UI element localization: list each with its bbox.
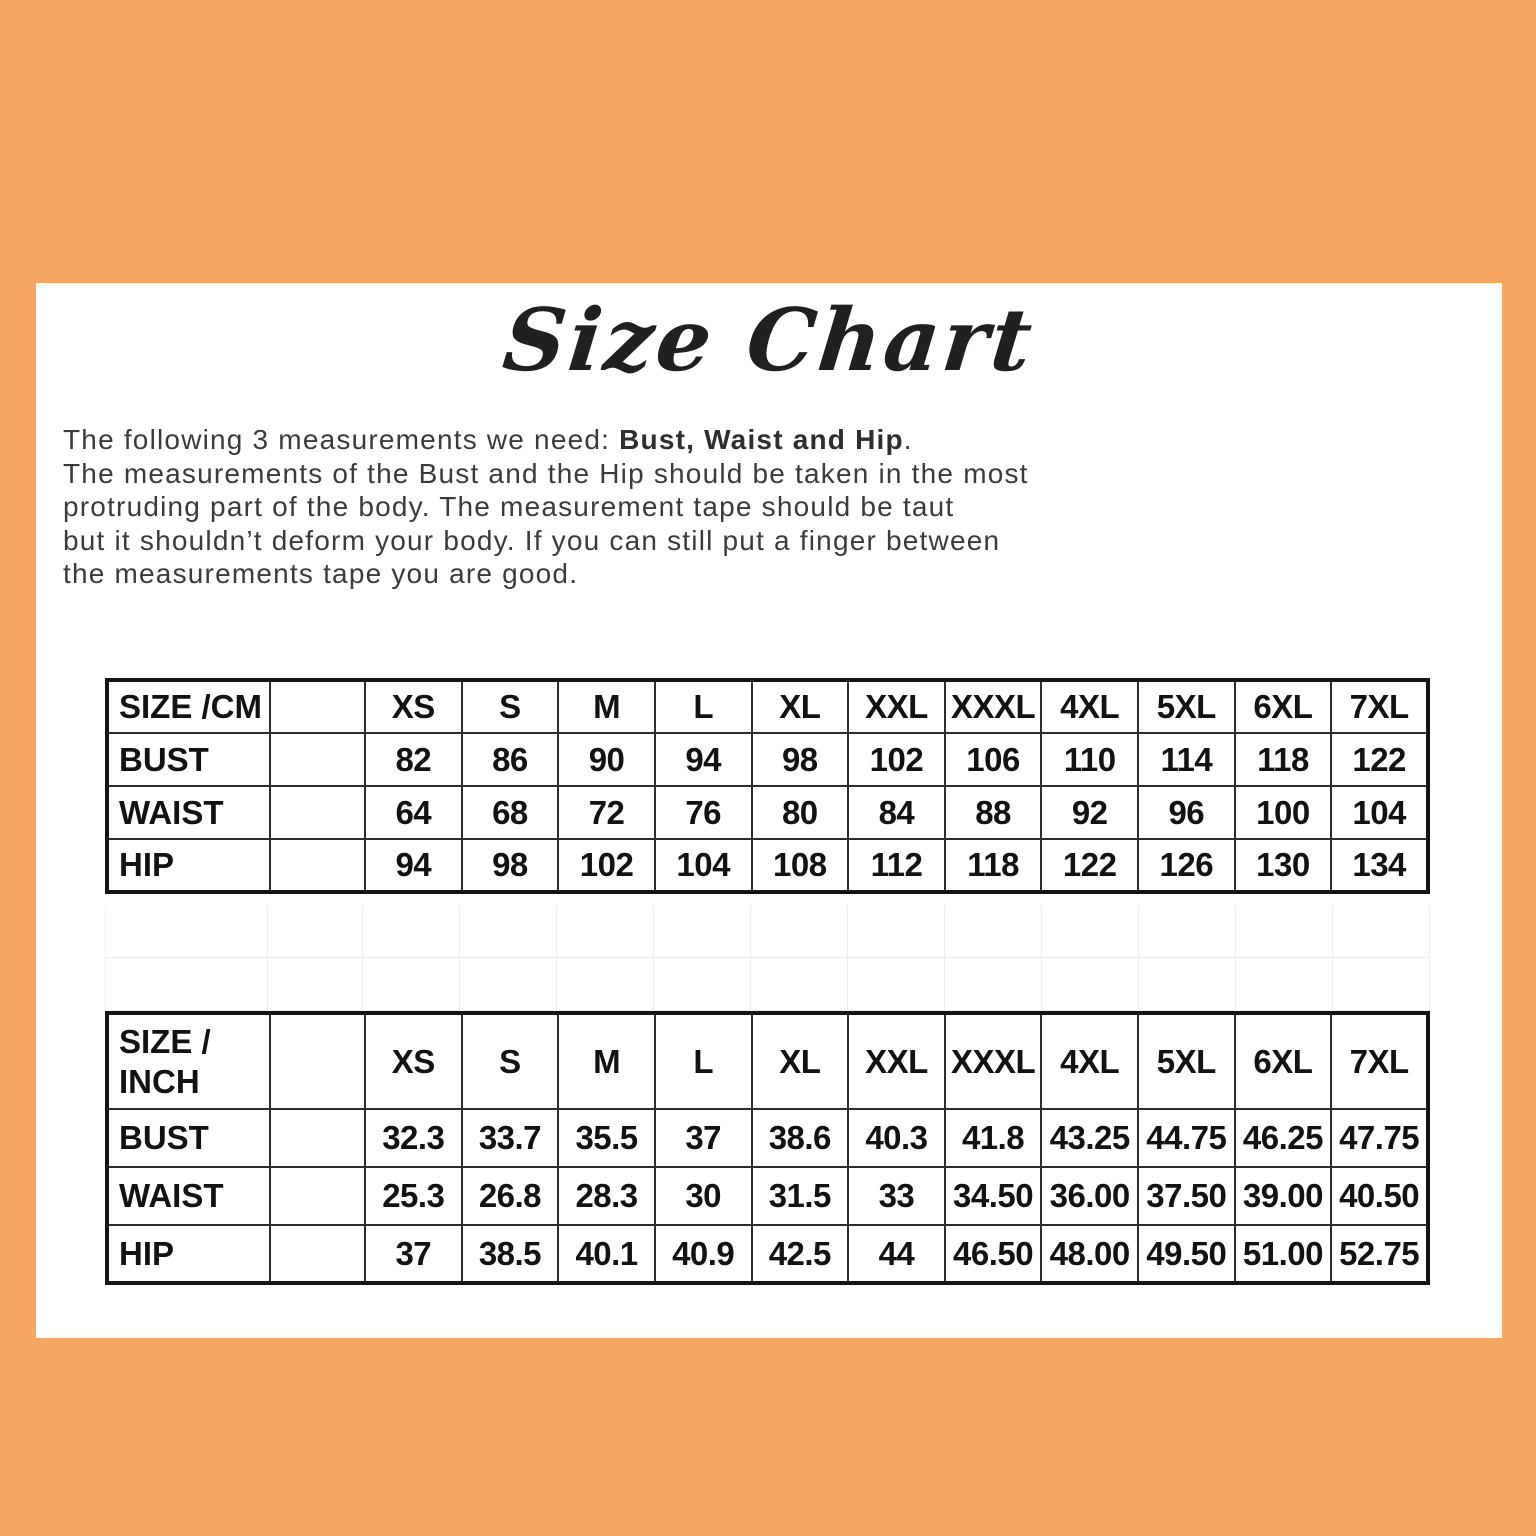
intro-text	[63, 423, 1323, 591]
size-column-header: 6XL	[1235, 1013, 1332, 1109]
measurement-value: 64	[365, 786, 462, 839]
size-column-header: 5XL	[1138, 1013, 1235, 1109]
measurement-value: 39.00	[1235, 1167, 1332, 1225]
measurement-value: 42.5	[752, 1225, 849, 1283]
measurement-value: 112	[848, 839, 945, 892]
size-column-header: S	[462, 680, 559, 733]
measurement-value: 40.50	[1331, 1167, 1428, 1225]
measurement-value: 82	[365, 733, 462, 786]
measurement-row	[107, 1109, 1428, 1167]
measurement-value: 48.00	[1041, 1225, 1138, 1283]
measurement-value: 30	[655, 1167, 752, 1225]
measurement-row	[107, 1225, 1428, 1283]
size-column-header: 5XL	[1138, 680, 1235, 733]
size-unit-label: SIZE /CM	[107, 680, 270, 733]
size-column-header: 4XL	[1041, 680, 1138, 733]
measurement-label: WAIST	[107, 786, 270, 839]
measurement-value: 108	[752, 839, 849, 892]
measurement-value: 26.8	[462, 1167, 559, 1225]
size-unit-label: SIZE / INCH	[107, 1013, 270, 1109]
measurement-value: 96	[1138, 786, 1235, 839]
measurement-value: 102	[848, 733, 945, 786]
empty-cell	[270, 786, 365, 839]
measurement-value: 94	[655, 733, 752, 786]
measurement-value: 44	[848, 1225, 945, 1283]
gridline-cell	[557, 958, 654, 1011]
measurement-value: 32.3	[365, 1109, 462, 1167]
intro-line-5: the measurements tape you are good.	[63, 558, 579, 589]
measurement-value: 134	[1331, 839, 1428, 892]
empty-cell	[270, 1109, 365, 1167]
gridline-cell	[1042, 905, 1139, 958]
size-column-header: XXXL	[945, 680, 1042, 733]
measurement-value: 46.50	[945, 1225, 1042, 1283]
measurement-value: 86	[462, 733, 559, 786]
measurement-value: 25.3	[365, 1167, 462, 1225]
measurement-value: 34.50	[945, 1167, 1042, 1225]
gridline-cell	[1236, 905, 1333, 958]
measurement-value: 33.7	[462, 1109, 559, 1167]
measurement-value: 68	[462, 786, 559, 839]
measurement-value: 118	[945, 839, 1042, 892]
intro-line-3: protruding part of the body. The measurement tape should be taut	[63, 491, 955, 522]
gridline-cell	[557, 905, 654, 958]
gridline-cell	[1333, 958, 1430, 1011]
measurement-value: 46.25	[1235, 1109, 1332, 1167]
size-table-inch-grid	[105, 1011, 1430, 1285]
size-header-row	[107, 1013, 1428, 1109]
size-column-header: M	[558, 1013, 655, 1109]
gridline-cell	[751, 958, 848, 1011]
size-column-header: XS	[365, 1013, 462, 1109]
gridline-cell	[1236, 958, 1333, 1011]
empty-cell	[270, 1225, 365, 1283]
gridline-cell	[460, 905, 557, 958]
measurement-value: 37	[365, 1225, 462, 1283]
measurement-value: 52.75	[1331, 1225, 1428, 1283]
size-header-row	[107, 680, 1428, 733]
measurement-value: 38.5	[462, 1225, 559, 1283]
size-column-header: 7XL	[1331, 680, 1428, 733]
measurement-value: 40.9	[655, 1225, 752, 1283]
measurement-value: 110	[1041, 733, 1138, 786]
gridline-cell	[848, 958, 945, 1011]
page-title: Size Chart	[498, 290, 1040, 391]
size-column-header: S	[462, 1013, 559, 1109]
gridline-cell	[1333, 905, 1430, 958]
size-column-header: 6XL	[1235, 680, 1332, 733]
measurement-label: HIP	[107, 1225, 270, 1283]
measurement-value: 51.00	[1235, 1225, 1332, 1283]
measurement-value: 122	[1331, 733, 1428, 786]
measurement-value: 84	[848, 786, 945, 839]
measurement-row	[107, 1167, 1428, 1225]
size-column-header: L	[655, 1013, 752, 1109]
size-table-inch	[105, 1011, 1430, 1285]
measurement-value: 100	[1235, 786, 1332, 839]
measurement-label: BUST	[107, 1109, 270, 1167]
measurement-value: 90	[558, 733, 655, 786]
measurement-value: 118	[1235, 733, 1332, 786]
measurement-label: WAIST	[107, 1167, 270, 1225]
measurement-value: 104	[1331, 786, 1428, 839]
gridline-cell	[1139, 905, 1236, 958]
gridline-cell	[1139, 958, 1236, 1011]
gridline-cell	[751, 905, 848, 958]
measurement-value: 114	[1138, 733, 1235, 786]
measurement-value: 98	[752, 733, 849, 786]
measurement-value: 126	[1138, 839, 1235, 892]
size-column-header: XS	[365, 680, 462, 733]
measurement-value: 98	[462, 839, 559, 892]
empty-cell	[270, 680, 365, 733]
intro-line-1	[63, 423, 1323, 457]
size-table-cm-grid	[105, 678, 1430, 894]
size-column-header: XXL	[848, 680, 945, 733]
gridline-cell	[363, 905, 460, 958]
measurement-value: 94	[365, 839, 462, 892]
gridline-cell	[105, 958, 268, 1011]
gridline-cell	[268, 905, 363, 958]
measurement-value: 37	[655, 1109, 752, 1167]
gridline-cell	[654, 958, 751, 1011]
empty-cell	[270, 839, 365, 892]
measurement-value: 106	[945, 733, 1042, 786]
gridline-cell	[848, 905, 945, 958]
gridline-cell	[654, 905, 751, 958]
measurement-value: 49.50	[1138, 1225, 1235, 1283]
size-column-header: XXL	[848, 1013, 945, 1109]
gridline-cell	[105, 905, 268, 958]
measurement-value: 44.75	[1138, 1109, 1235, 1167]
measurement-value: 31.5	[752, 1167, 849, 1225]
measurement-value: 36.00	[1041, 1167, 1138, 1225]
size-column-header: XL	[752, 680, 849, 733]
measurement-value: 28.3	[558, 1167, 655, 1225]
size-column-header: 4XL	[1041, 1013, 1138, 1109]
measurement-value: 130	[1235, 839, 1332, 892]
measurement-row	[107, 733, 1428, 786]
measurement-value: 102	[558, 839, 655, 892]
measurement-value: 80	[752, 786, 849, 839]
measurement-value: 92	[1041, 786, 1138, 839]
size-column-header: M	[558, 680, 655, 733]
empty-cell	[270, 733, 365, 786]
gridline-cell	[945, 958, 1042, 1011]
size-column-header: L	[655, 680, 752, 733]
empty-cell	[270, 1167, 365, 1225]
gridline-cell	[1042, 958, 1139, 1011]
empty-cell	[270, 1013, 365, 1109]
intro-line-1-bold: Bust, Waist and Hip	[619, 424, 904, 455]
gridline-cell	[945, 905, 1042, 958]
measurement-row	[107, 786, 1428, 839]
measurement-label: HIP	[107, 839, 270, 892]
gridline-cell	[460, 958, 557, 1011]
size-chart-card	[36, 283, 1502, 1338]
measurement-value: 38.6	[752, 1109, 849, 1167]
measurement-value: 47.75	[1331, 1109, 1428, 1167]
intro-line-1-period: .	[903, 424, 913, 455]
measurement-value: 43.25	[1041, 1109, 1138, 1167]
measurement-value: 88	[945, 786, 1042, 839]
gridline-cell	[268, 958, 363, 1011]
measurement-value: 37.50	[1138, 1167, 1235, 1225]
measurement-value: 35.5	[558, 1109, 655, 1167]
measurement-value: 76	[655, 786, 752, 839]
size-column-header: XXXL	[945, 1013, 1042, 1109]
measurement-value: 40.1	[558, 1225, 655, 1283]
gridline-cell	[363, 958, 460, 1011]
size-column-header: XL	[752, 1013, 849, 1109]
measurement-value: 40.3	[848, 1109, 945, 1167]
spreadsheet-gridlines	[105, 905, 1430, 1011]
measurement-label: BUST	[107, 733, 270, 786]
intro-line-1-text: The following 3 measurements we need:	[63, 424, 620, 455]
size-column-header: 7XL	[1331, 1013, 1428, 1109]
intro-line-2: The measurements of the Bust and the Hip should be taken in the most	[63, 457, 1029, 489]
measurement-value: 104	[655, 839, 752, 892]
measurement-value: 122	[1041, 839, 1138, 892]
size-table-cm	[105, 678, 1430, 894]
intro-line-4: but it shouldn’t deform your body. If you can still put a finger between	[63, 524, 1001, 556]
measurement-value: 33	[848, 1167, 945, 1225]
measurement-row	[107, 839, 1428, 892]
measurement-value: 72	[558, 786, 655, 839]
measurement-value: 41.8	[945, 1109, 1042, 1167]
